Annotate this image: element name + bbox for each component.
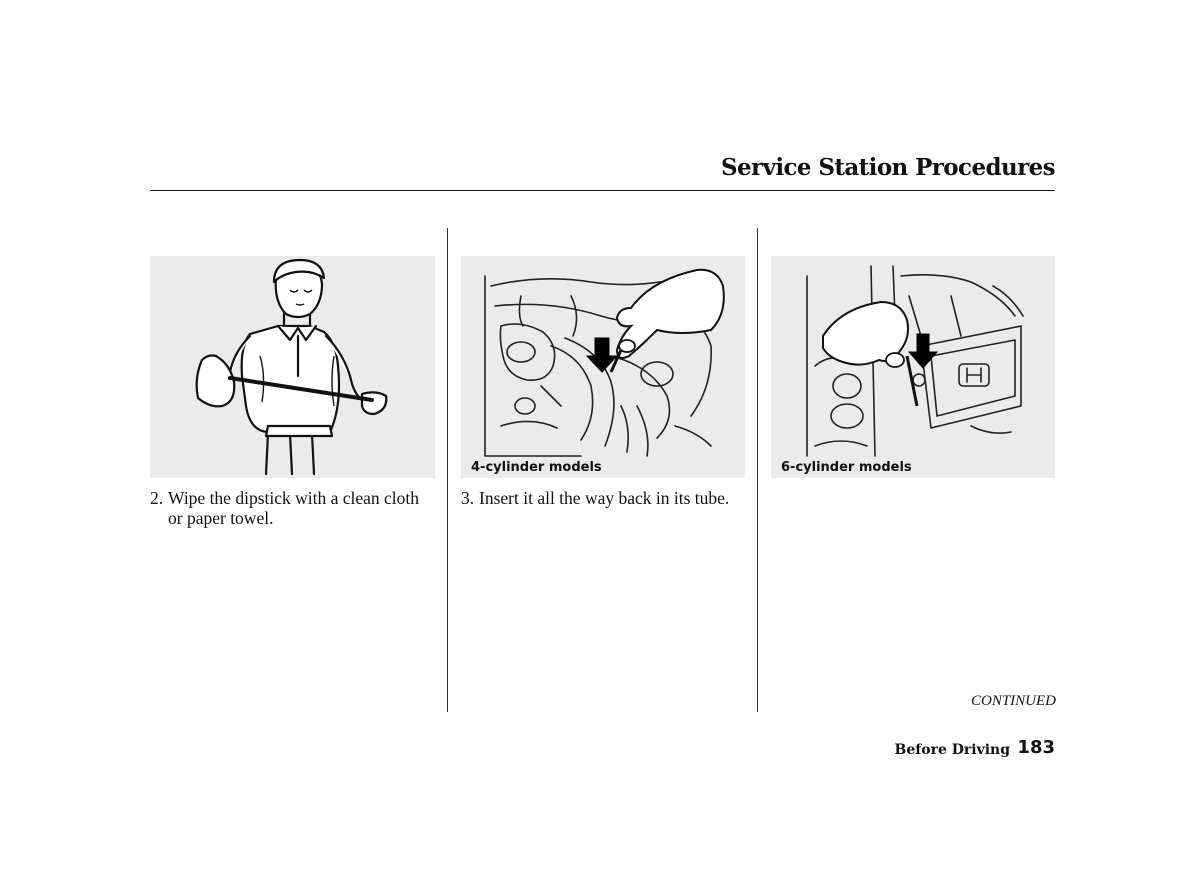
engine-4-cylinder-illustration — [461, 256, 745, 478]
figure-caption-4-cylinder: 4-cylinder models — [471, 460, 602, 475]
column-divider-2 — [757, 228, 758, 712]
step-number: 3. — [461, 488, 475, 508]
figure-wiping-dipstick — [150, 256, 435, 478]
step-number: 2. — [150, 488, 164, 508]
person-wiping-dipstick-illustration — [150, 256, 435, 478]
footer-section-name: Before Driving — [894, 742, 1010, 758]
figure-4-cylinder — [461, 256, 745, 478]
engine-6-cylinder-illustration — [771, 256, 1055, 478]
step-text: Wipe the dipstick with a clean cloth or paper towel. — [168, 488, 420, 528]
figure-6-cylinder — [771, 256, 1055, 478]
page-number: 183 — [1017, 737, 1055, 758]
step-2 — [150, 488, 435, 528]
step-text: Insert it all the way back in its tube. — [479, 488, 730, 508]
figure-caption-6-cylinder: 6-cylinder models — [781, 460, 912, 475]
step-3 — [461, 488, 753, 508]
title-rule — [150, 190, 1055, 191]
page-title: Service Station Procedures — [721, 154, 1055, 181]
column-divider-1 — [447, 228, 448, 712]
continued-label: CONTINUED — [970, 693, 1056, 709]
